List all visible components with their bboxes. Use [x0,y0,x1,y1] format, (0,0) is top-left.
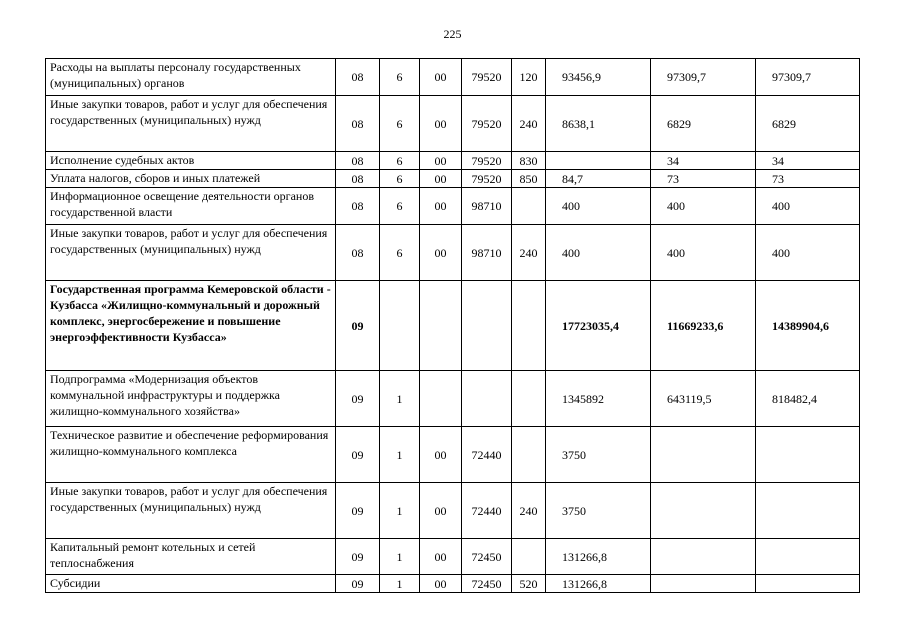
subprogram-code: 00 [420,170,462,188]
amount-year-3: 34 [756,152,860,170]
amount-year-3: 818482,4 [756,371,860,427]
amount-year-2 [651,427,756,483]
amount-year-2 [651,483,756,539]
page-number: 225 [443,27,462,41]
section-code: 08 [336,225,380,281]
expense-type-code: 520 [512,575,546,593]
subprogram-code: 00 [420,188,462,225]
amount-year-2 [651,539,756,575]
amount-year-1: 93456,9 [546,59,651,96]
section-code: 08 [336,170,380,188]
subprogram-code: 00 [420,427,462,483]
table-row [46,152,860,170]
table-row [46,371,860,427]
amount-year-1: 400 [546,188,651,225]
amount-year-3: 97309,7 [756,59,860,96]
direction-code: 72440 [462,483,512,539]
program-code: 6 [380,59,420,96]
row-name: Иные закупки товаров, работ и услуг для обеспечения государственных (муниципальных) нужд [46,225,336,281]
amount-year-2: 6829 [651,96,756,152]
section-code: 09 [336,281,380,371]
subprogram-code: 00 [420,59,462,96]
amount-year-2: 97309,7 [651,59,756,96]
subprogram-code: 00 [420,539,462,575]
amount-year-1: 84,7 [546,170,651,188]
amount-year-3 [756,539,860,575]
program-code: 1 [380,483,420,539]
amount-year-2: 73 [651,170,756,188]
section-code: 08 [336,152,380,170]
amount-year-3 [756,575,860,593]
subprogram-code [420,371,462,427]
table-row [46,96,860,152]
section-code: 09 [336,427,380,483]
section-code: 09 [336,371,380,427]
amount-year-3: 400 [756,188,860,225]
amount-year-2 [651,575,756,593]
amount-year-1: 1345892 [546,371,651,427]
amount-year-1: 8638,1 [546,96,651,152]
amount-year-1: 131266,8 [546,539,651,575]
expense-type-code: 830 [512,152,546,170]
program-code: 1 [380,371,420,427]
amount-year-1: 17723035,4 [546,281,651,371]
row-name: Иные закупки товаров, работ и услуг для обеспечения государственных (муниципальных) нужд [46,96,336,152]
subprogram-code: 00 [420,152,462,170]
table-body [46,59,860,593]
table-row [46,188,860,225]
row-name: Исполнение судебных актов [46,152,336,170]
expense-type-code: 850 [512,170,546,188]
table-row [46,539,860,575]
table-row [46,225,860,281]
amount-year-3 [756,483,860,539]
section-code: 09 [336,575,380,593]
direction-code: 98710 [462,188,512,225]
amount-year-2: 400 [651,188,756,225]
program-code: 1 [380,575,420,593]
table-row [46,483,860,539]
section-code: 09 [336,539,380,575]
program-code: 6 [380,188,420,225]
amount-year-3: 14389904,6 [756,281,860,371]
direction-code: 79520 [462,96,512,152]
subprogram-code: 00 [420,575,462,593]
table-row [46,59,860,96]
amount-year-3: 73 [756,170,860,188]
subprogram-code: 00 [420,225,462,281]
direction-code: 72450 [462,575,512,593]
amount-year-1: 400 [546,225,651,281]
direction-code: 79520 [462,170,512,188]
section-code: 08 [336,59,380,96]
direction-code [462,281,512,371]
subprogram-code: 00 [420,483,462,539]
program-code: 1 [380,539,420,575]
expense-type-code [512,371,546,427]
amount-year-2: 400 [651,225,756,281]
direction-code: 72450 [462,539,512,575]
row-name: Государственная программа Кемеровской области - Кузбасса «Жилищно-коммунальный и дорожный комплекс, энергосбережение и повышение энергоэффективности Кузбасса» [46,281,336,371]
row-name: Информационное освещение деятельности органов государственной власти [46,188,336,225]
amount-year-3 [756,427,860,483]
section-code: 08 [336,96,380,152]
program-code: 6 [380,225,420,281]
direction-code: 79520 [462,59,512,96]
expense-type-code [512,281,546,371]
table-row [46,281,860,371]
row-name: Уплата налогов, сборов и иных платежей [46,170,336,188]
program-code [380,281,420,371]
program-code: 1 [380,427,420,483]
subprogram-code: 00 [420,96,462,152]
expense-type-code [512,427,546,483]
expense-type-code: 240 [512,96,546,152]
table-row [46,575,860,593]
amount-year-2: 11669233,6 [651,281,756,371]
amount-year-2: 643119,5 [651,371,756,427]
amount-year-3: 6829 [756,96,860,152]
row-name: Подпрограмма «Модернизация объектов коммунальной инфраструктуры и поддержка жилищно-коммунального хозяйства» [46,371,336,427]
amount-year-1: 3750 [546,427,651,483]
amount-year-2: 34 [651,152,756,170]
subprogram-code [420,281,462,371]
row-name: Техническое развитие и обеспечение реформирования жилищно-коммунального комплекса [46,427,336,483]
expense-type-code: 120 [512,59,546,96]
direction-code: 98710 [462,225,512,281]
expense-type-code [512,188,546,225]
amount-year-1: 3750 [546,483,651,539]
amount-year-3: 400 [756,225,860,281]
expense-type-code [512,539,546,575]
table-row [46,427,860,483]
budget-table [45,58,860,593]
direction-code: 79520 [462,152,512,170]
row-name: Капитальный ремонт котельных и сетей теплоснабжения [46,539,336,575]
program-code: 6 [380,170,420,188]
expense-type-code: 240 [512,483,546,539]
row-name: Расходы на выплаты персоналу государственных (муниципальных) органов [46,59,336,96]
section-code: 08 [336,188,380,225]
program-code: 6 [380,96,420,152]
row-name: Субсидии [46,575,336,593]
amount-year-1: 131266,8 [546,575,651,593]
amount-year-1 [546,152,651,170]
program-code: 6 [380,152,420,170]
expense-type-code: 240 [512,225,546,281]
direction-code [462,371,512,427]
section-code: 09 [336,483,380,539]
row-name: Иные закупки товаров, работ и услуг для обеспечения государственных (муниципальных) нужд [46,483,336,539]
direction-code: 72440 [462,427,512,483]
table-row [46,170,860,188]
